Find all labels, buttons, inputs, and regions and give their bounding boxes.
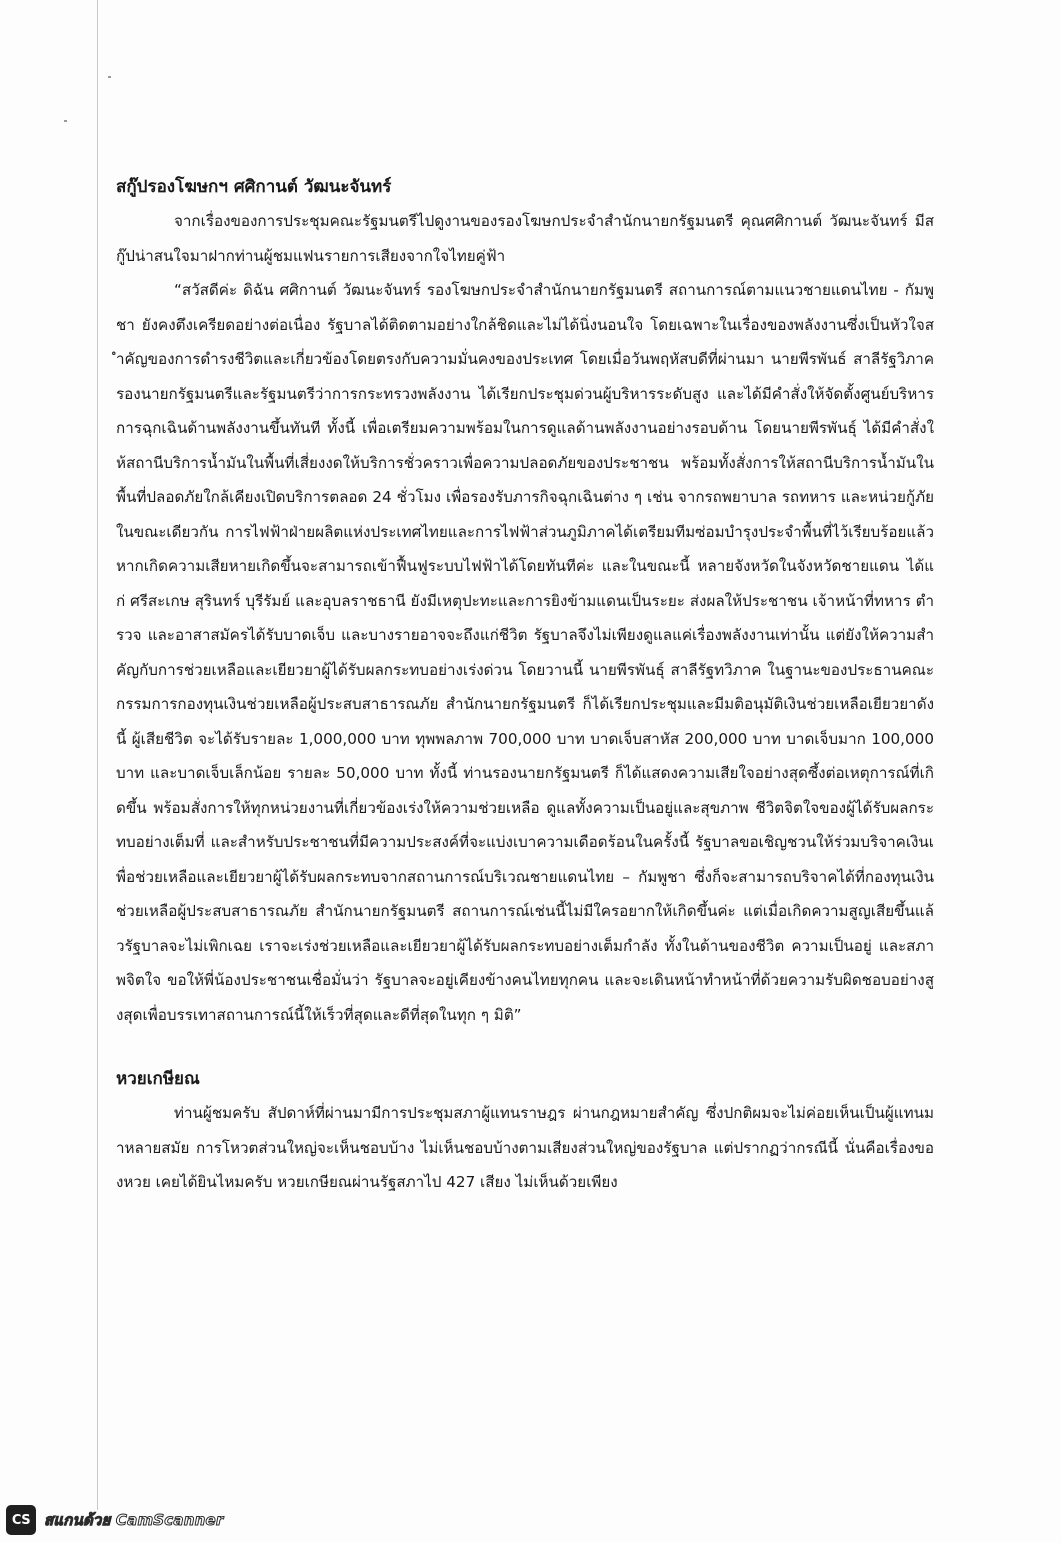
section-heading-lottery: หวยเกษียณ	[116, 1069, 200, 1089]
binding-margin-line	[97, 0, 98, 1510]
section-spacer	[116, 1032, 934, 1062]
paragraph-quote: “สวัสดีค่ะ ดิฉัน ศศิกานต์ วัฒนะจันทร์ รองโฆษกประจำสำนักนายกรัฐมนตรี สถานการณ์ตามแนวชายแดนไทย - กัมพูชา ยังคงตึงเครียดอย่างต่อเนื่อง รัฐบาลได้ติดตามอย่างใกล้ชิดและไม่ได้นิ่งนอนใจ โดยเฉพาะในเรื่องของพลังงานซึ่งเป็นหัวใจสำคัญของการดำรงชีวิตและเกี่ยวข้องโดยตรงกับความมั่นคงของประเทศ โดยเมื่อวันพฤหัสบดีที่ผ่านมา นายพีรพันธ์ สาลีรัฐวิภาค รองนายกรัฐมนตรีและรัฐมนตรีว่าการกระทรวงพลังงาน ได้เรียกประชุมด่วนผู้บริหารระดับสูง และได้มีคำสั่งให้จัดตั้งศูนย์บริหารการฉุกเฉินด้านพลังงานขึ้นทันที ทั้งนี้ เพื่อเตรียมความพร้อมในการดูแลด้านพลังงานอย่างรอบด้าน โดยนายพีรพันธุ์ ได้มีคำสั่งให้สถานีบริการน้ำมันในพื้นที่เสี่ยงงดให้บริการชั่วคราวเพื่อความปลอดภัยของประชาชน พร้อมทั้งสั่งการให้สถานีบริการน้ำมันในพื้นที่ปลอดภัยใกล้เคียงเปิดบริการตลอด 24 ชั่วโมง เพื่อรองรับภารกิจฉุกเฉินต่าง ๆ เช่น จากรถพยาบาล รถทหาร และหน่วยกู้ภัย ในขณะเดียวกัน การไฟฟ้าฝ่ายผลิตแห่งประเทศไทยและการไฟฟ้าส่วนภูมิภาคได้เตรียมทีมซ่อมบำรุงประจำพื้นที่ไว้เรียบร้อยแล้ว หากเกิดความเสียหายเกิดขึ้นจะสามารถเข้าฟื้นฟูระบบไฟฟ้าได้โดยทันทีค่ะ และในขณะนี้ หลายจังหวัดในจังหวัดชายแดน ได้แก่ ศรีสะเกษ สุรินทร์ บุรีรัมย์ และอุบลราชธานี ยังมีเหตุปะทะและการยิงข้ามแดนเป็นระยะ ส่งผลให้ประชาชน เจ้าหน้าที่ทหาร ตำรวจ และอาสาสมัครได้รับบาดเจ็บ และบางรายอาจจะถึงแก่ชีวิต รัฐบาลจึงไม่เพียงดูแลแค่เรื่องพลังงานเท่านั้น แต่ยังให้ความสำคัญกับการช่วยเหลือและเยียวยาผู้ได้รับผลกระทบอย่างเร่งด่วน โดยวานนี้ นายพีรพันธุ์ สาลีรัฐทวิภาค ในฐานะของประธานคณะกรรมการกองทุนเงินช่วยเหลือผู้ประสบสาธารณภัย สำนักนายกรัฐมนตรี ก็ได้เรียกประชุมและมีมติอนุมัติเงินช่วยเหลือเยียวยาดังนี้ ผู้เสียชีวิต จะได้รับรายละ 1,000,000 บาท ทุพพลภาพ 700,000 บาท บาดเจ็บสาหัส 200,000 บาท บาดเจ็บมาก 100,000 บาท และบาดเจ็บเล็กน้อย รายละ 50,000 บาท ทั้งนี้ ท่านรองนายกรัฐมนตรี ก็ได้แสดงความเสียใจอย่างสุดซึ้งต่อเหตุการณ์ที่เกิดขึ้น พร้อมสั่งการให้ทุกหน่วยงานที่เกี่ยวข้องเร่งให้ความช่วยเหลือ ดูแลทั้งความเป็นอยู่และสุขภาพ ชีวิตจิตใจของผู้ได้รับผลกระทบอย่างเต็มที่ และสำหรับประชาชนที่มีความประสงค์ที่จะแบ่งเบาความเดือดร้อนในครั้งนี้ รัฐบาลขอเชิญชวนให้ร่วมบริจาคเงินเพื่อช่วยเหลือและเยียวยาผู้ได้รับผลกระทบจากสถานการณ์บริเวณชายแดนไทย – กัมพูชา ซึ่งก็จะสามารถบริจาคได้ที่กองทุนเงินช่วยเหลือผู้ประสบสาธารณภัย สำนักนายกรัฐมนตรี สถานการณ์เช่นนี้ไม่มีใครอยากให้เกิดขึ้นค่ะ แต่เมื่อเกิดความสูญเสียขึ้นแล้วรัฐบาลจะไม่เพิกเฉย เราจะเร่งช่วยเหลือและเยียวยาผู้ได้รับผลกระทบอย่างเต็มกำลัง ทั้งในด้านของชีวิต ความเป็นอยู่ และสภาพจิตใจ ขอให้พี่น้องประชาชนเชื่อมั่นว่า รัฐบาลจะอยู่เคียงข้างคนไทยทุกคน และจะเดินหน้าทำหน้าที่ด้วยความรับผิดชอบอย่างสูงสุดเพื่อบรรเทาสถานการณ์นี้ให้เร็วที่สุดและดีที่สุดในทุก ๆ มิติ”	[116, 281, 934, 1024]
section-heading-scoop: สกู๊ปรองโฆษกฯ ศศิกานต์ วัฒนะจันทร์	[116, 177, 392, 197]
document-body	[116, 170, 934, 1200]
paragraph-intro: จากเรื่องของการประชุมคณะรัฐมนตรีไปดูงานของรองโฆษกประจำสำนักนายกรัฐมนตรี คุณศศิกานต์ วัฒนะจันทร์ มีสกู๊ปน่าสนใจมาฝากท่านผู้ชมแฟนรายการเสียงจากใจไทยคู่ฟ้า	[116, 212, 934, 265]
paragraph-lottery: ท่านผู้ชมครับ สัปดาห์ที่ผ่านมามีการประชุมสภาผู้แทนราษฎร ผ่านกฎหมายสำคัญ ซึ่งปกติผมจะไม่ค่อยเห็นเป็นผู้แทนมาหลายสมัย การโหวตส่วนใหญ่จะเห็นชอบบ้าง ไม่เห็นชอบบ้างตามเสียงส่วนใหญ่ของรัฐบาล แต่ปรากฏว่ากรณีนี้ นั่นคือเรื่องของหวย เคยได้ยินไหมครับ หวยเกษียณผ่านรัฐสภาไป 427 เสียง ไม่เห็นด้วยเพียง	[116, 1104, 934, 1191]
scan-speck	[108, 76, 111, 78]
camscanner-text: สแกนด้วย CamScanner	[44, 1511, 224, 1529]
scan-speck	[64, 120, 67, 122]
camscanner-watermark	[6, 1503, 223, 1537]
camscanner-logo-icon: CS	[6, 1505, 36, 1535]
